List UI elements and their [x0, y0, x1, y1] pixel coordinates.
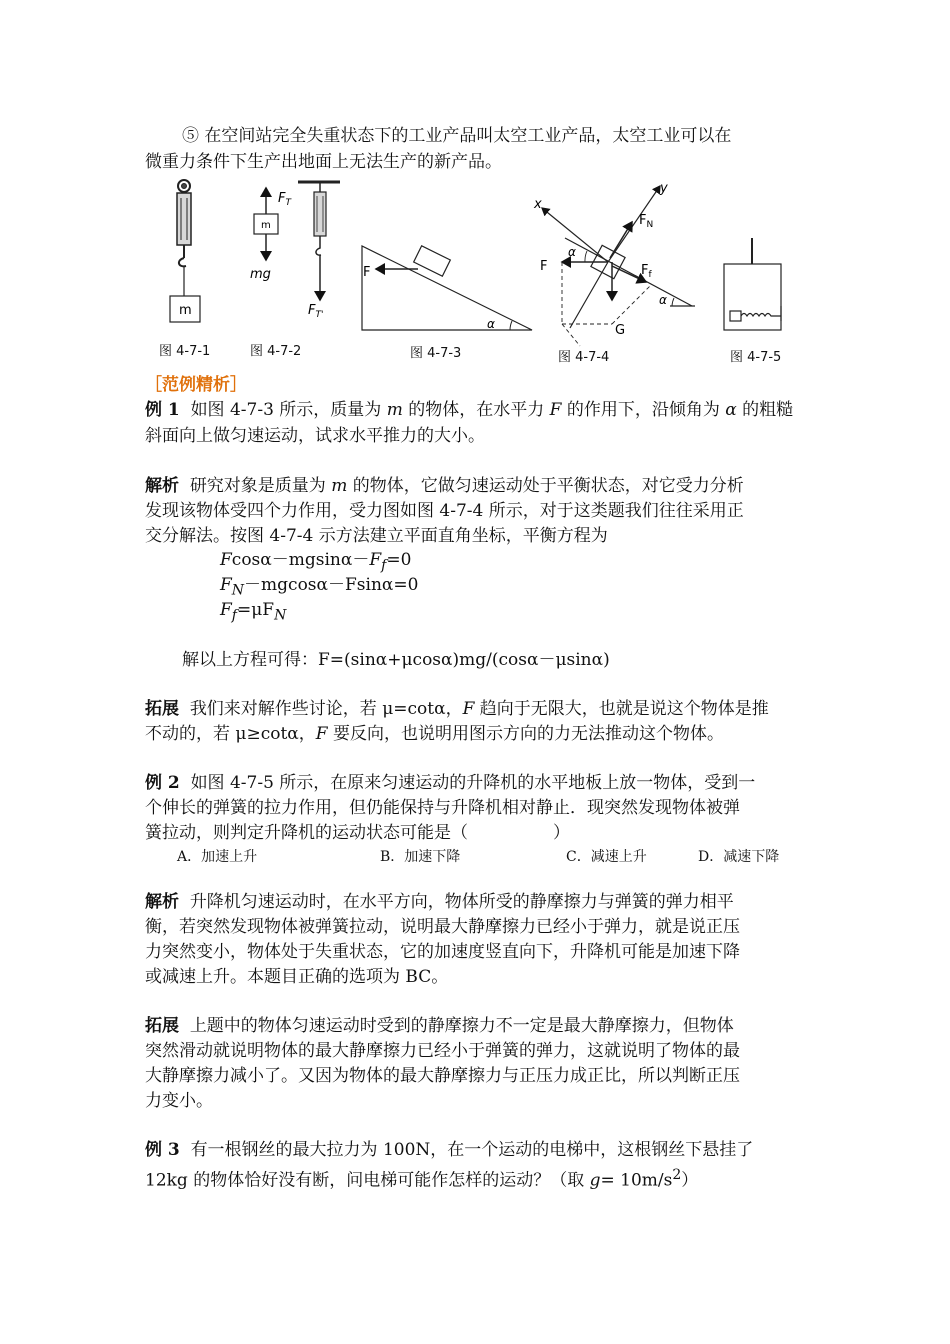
fig2-ft-label: $F_T$	[278, 191, 291, 208]
sol1-equation-1: $Fcos\alpha-mgsin\alpha-F_f=0$	[220, 550, 412, 574]
ex3-line-1: 例 3 有一根钢丝的最大拉力为 100N，在一个运动的电梯中，这根钢丝下悬挂了	[145, 1140, 754, 1160]
ext2-line-4: 力变小。	[145, 1091, 213, 1111]
ext2-line-1: 拓展 上题中的物体匀速运动时受到的静摩擦力不一定是最大静摩擦力，但物体	[145, 1016, 734, 1036]
caption-fig-4-7-5: 图 4-7-5	[730, 350, 782, 365]
caption-fig-4-7-2: 图 4-7-2	[250, 344, 302, 359]
sol1-line-1: 解析 研究对象是质量为 m 的物体，它做匀速运动处于平衡状态，对它受力分析	[145, 476, 744, 496]
fig-4-7-4-decomposition	[542, 186, 695, 346]
sol1-equation-3: $F_f=\mu F_N$	[220, 600, 287, 624]
caption-fig-4-7-3: 图 4-7-3	[410, 346, 462, 361]
ex1-line-2: 斜面向上做匀速运动，试求水平推力的大小。	[145, 426, 485, 446]
fig4-alpha-label-1: α	[568, 245, 576, 259]
ext2-line-3: 大静摩擦力减小了。又因为物体的最大静摩擦力与正压力成正比，所以判断正压	[145, 1066, 740, 1086]
sol2-line-3: 力突然变小，物体处于失重状态，它的加速度竖直向下，升降机可能是加速下降	[145, 942, 740, 962]
fig2-mass-label: m	[261, 220, 271, 231]
fig4-y-label: y	[660, 181, 668, 196]
fig4-fn-label: $F_N$	[639, 213, 654, 230]
fig-4-7-1-spring-balance	[170, 180, 200, 322]
caption-fig-4-7-4: 图 4-7-4	[558, 350, 610, 365]
caption-fig-4-7-1: 图 4-7-1	[159, 344, 211, 359]
sol1-equation-2: $F_N-mgcos\alpha-Fsin\alpha=0$	[220, 575, 419, 599]
ex2-option-b: B．加速下降	[380, 849, 461, 865]
fig1-mass-label: m	[179, 303, 192, 318]
ext1-line-2: 不动的，若 μ≥cotα，F 要反向，也说明用图示方向的力无法推动这个物体。	[145, 724, 724, 744]
ext2-line-2: 突然滑动就说明物体的最大静摩擦力已经小于弹簧的弹力，这就说明了物体的最	[145, 1041, 740, 1061]
fig4-ff-label: $F_f$	[641, 263, 652, 280]
fig3-alpha-label: α	[487, 317, 495, 331]
ex2-line-1: 例 2 如图 4-7-5 所示，在原来匀速运动的升降机的水平地板上放一物体，受到一	[145, 773, 756, 793]
ex2-option-c: C．减速上升	[566, 849, 647, 865]
fig-4-7-3-incline	[362, 246, 532, 330]
section-heading: ［范例精析］	[145, 375, 247, 395]
ex2-line-2: 个伸长的弹簧的拉力作用，但仍能保持与升降机相对静止．现突然发现物体被弹	[145, 798, 740, 818]
intro-line-1: ⑤ 在空间站完全失重状态下的工业产品叫太空工业产品，太空工业可以在	[182, 126, 732, 146]
ex3-line-2: 12kg 的物体恰好没有断，问电梯可能作怎样的运动？（取 $g= 10m/s^2$）	[145, 1167, 699, 1191]
intro-line-2: 微重力条件下生产出地面上无法生产的新产品。	[145, 152, 502, 172]
sol1-result: 解以上方程可得：F=(sinα+μcosα)mg/(cosα－μsinα)	[182, 650, 610, 670]
ex2-line-3: 簧拉动，则判定升降机的运动状态可能是（ ）	[145, 823, 570, 843]
fig4-x-label: x	[534, 197, 542, 212]
sol2-line-2: 衡，若突然发现物体被弹簧拉动，说明最大静摩擦力已经小于弹力，就是说正压	[145, 917, 740, 937]
fig4-f-label: F	[540, 259, 548, 274]
ext1-line-1: 拓展 我们来对解作些讨论，若 μ=cotα，F 趋向于无限大，也就是说这个物体是推	[145, 699, 769, 719]
fig-4-7-5-elevator	[724, 238, 781, 330]
ex2-option-a: A．加速上升	[177, 849, 258, 865]
sol2-line-1: 解析 升降机匀速运动时，在水平方向，物体所受的静摩擦力与弹簧的弹力相平	[145, 892, 734, 912]
fig4-alpha-label-2: α	[659, 293, 667, 307]
fig2-mg-label: mg	[250, 267, 271, 282]
sol1-line-2: 发现该物体受四个力作用，受力图如图 4-7-4 所示，对于这类题我们往往采用正	[145, 501, 744, 521]
fig2-ftp-label: $F_{T'}$	[308, 303, 324, 320]
sol1-line-3: 交分解法。按图 4-7-4 示方法建立平面直角坐标，平衡方程为	[145, 526, 608, 546]
fig4-g-label: G	[615, 323, 626, 338]
ex1-line-1: 例 1 如图 4-7-3 所示，质量为 m 的物体，在水平力 F 的作用下，沿倾角为 α 的粗糙	[145, 400, 794, 420]
sol2-line-4: 或减速上升。本题目正确的选项为 BC。	[145, 967, 449, 987]
fig3-force-label: F	[363, 265, 371, 280]
fig-4-7-2-force-diagram	[254, 182, 340, 300]
ex2-option-d: D．减速下降	[698, 849, 780, 865]
